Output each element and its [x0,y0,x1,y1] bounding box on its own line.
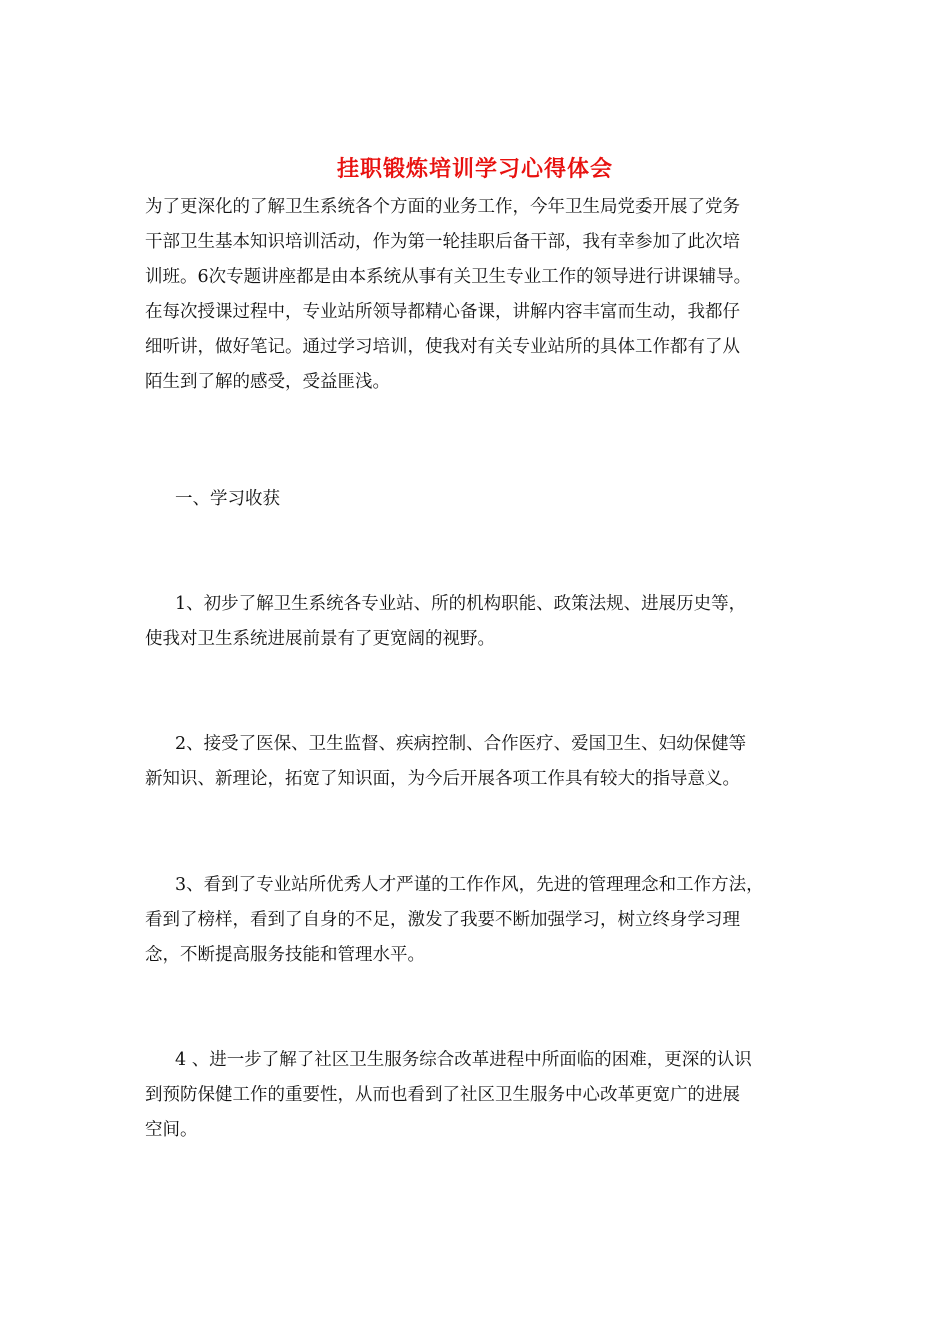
paragraph-line: 陌生到了解的感受，受益匪浅。 [145,372,390,392]
paragraph-line: 为了更深化的了解卫生系统各个方面的业务工作，今年卫生局党委开展了党务 [145,197,740,217]
item-4-paragraph [145,1043,815,1148]
section-heading-text: 一、学习收获 [175,489,280,509]
paragraph-line: 3、看到了专业站所优秀人才严谨的工作作风，先进的管理理念和工作方法， [175,875,764,895]
paragraph-line: 细听讲，做好笔记。通过学习培训，使我对有关专业站所的具体工作都有了从 [145,337,740,357]
document-title: 挂职锻炼培训学习心得体会 [336,156,613,182]
item-3-paragraph [145,868,815,973]
paragraph-line: 空间。 [145,1120,198,1140]
paragraph-line: 1、初步了解卫生系统各专业站、所的机构职能、政策法规、进展历史等， [175,594,747,614]
paragraph-line: 在每次授课过程中，专业站所领导都精心备课，讲解内容丰富而生动，我都仔 [145,302,740,322]
section-heading [175,482,845,517]
paragraph-line: 念，不断提高服务技能和管理水平。 [145,945,425,965]
item-1-paragraph [145,587,815,657]
paragraph-line: 干部卫生基本知识培训活动，作为第一轮挂职后备干部，我有幸参加了此次培 [145,232,740,252]
paragraph-line: 新知识、新理论，拓宽了知识面，为今后开展各项工作具有较大的指导意义。 [145,769,740,789]
paragraph-line: 看到了榜样，看到了自身的不足，激发了我要不断加强学习，树立终身学习理 [145,910,740,930]
paragraph-line: 使我对卫生系统进展前景有了更宽阔的视野。 [145,629,495,649]
paragraph-line: 到预防保健工作的重要性，从而也看到了社区卫生服务中心改革更宽广的进展 [145,1085,740,1105]
item-2-paragraph [145,727,815,797]
paragraph-line: 4 、进一步了解了社区卫生服务综合改革进程中所面临的困难，更深的认识 [175,1050,752,1070]
paragraph-line: 2、接受了医保、卫生监督、疾病控制、合作医疗、爱国卫生、妇幼保健等 [175,734,747,754]
intro-paragraph [145,190,815,400]
paragraph-line: 训班。6次专题讲座都是由本系统从事有关卫生专业工作的领导进行讲课辅导。 [145,267,752,287]
